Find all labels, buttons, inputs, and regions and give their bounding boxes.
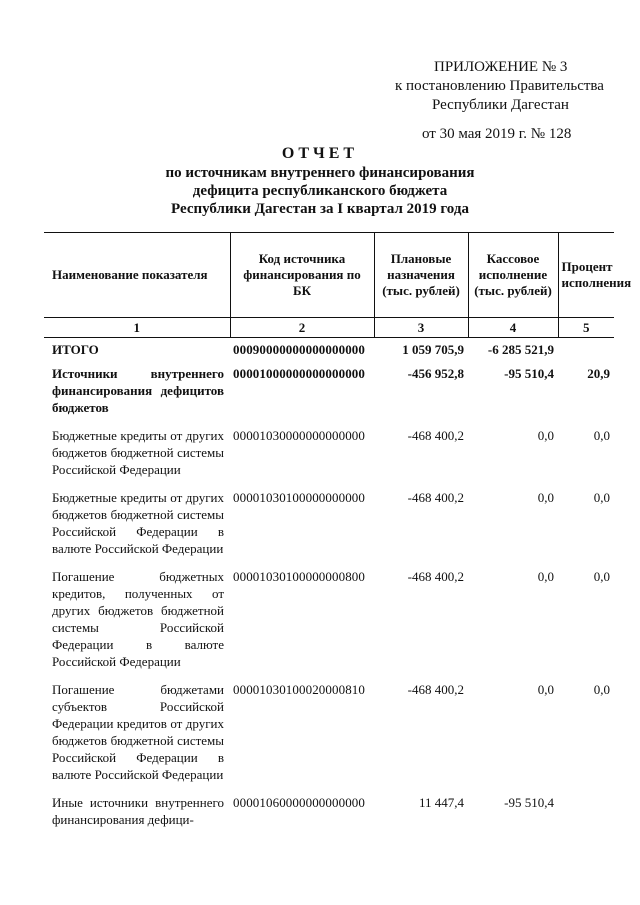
table-row — [44, 678, 614, 791]
appendix-number: ПРИЛОЖЕНИЕ № 3 — [434, 59, 568, 75]
table-row — [44, 791, 614, 836]
appendix-republic: Республики Дагестан — [432, 97, 569, 113]
row-name: Погашение бюджетами субъектов Российской Федерации кредитов от других бюджетов бюджетной системы Российской Федерации в валюте Российской Федерации — [52, 682, 224, 782]
row-percent — [558, 338, 614, 363]
row-percent: 0,0 — [593, 682, 610, 697]
appendix-block — [380, 58, 620, 144]
row-actual: 0,0 — [537, 569, 554, 584]
row-code: 00001030100000000000 — [233, 490, 365, 505]
table-row — [44, 338, 614, 363]
table-row — [44, 362, 614, 424]
row-actual: 0,0 — [537, 682, 554, 697]
row-name: Бюджетные кредиты от других бюджетов бюджетной системы Российской Федерации в валюте Российской Федерации — [52, 490, 224, 556]
row-actual: -6 285 521,9 — [487, 342, 554, 357]
row-plan: -456 952,8 — [407, 366, 464, 381]
row-plan: -468 400,2 — [407, 682, 464, 697]
column-number-row — [44, 318, 614, 338]
row-name: Погашение бюджетных кредитов, полученных от других бюджетов бюджетной системы Российской Федерации в валюте Российской Федерации — [52, 569, 224, 669]
row-name: ИТОГО — [52, 342, 99, 357]
table-header-row — [44, 233, 614, 318]
column-number: 2 — [230, 318, 374, 338]
row-actual: 0,0 — [537, 490, 554, 505]
row-code: 00001000000000000000 — [233, 366, 365, 381]
column-header-plan: Плановые назначения (тыс. рублей) — [374, 233, 468, 318]
report-subtitle-line-1: по источникам внутреннего финансирования — [165, 165, 475, 181]
column-header-percent: Процент исполнения — [558, 233, 614, 318]
row-actual: 0,0 — [537, 428, 554, 443]
appendix-date: от 30 мая 2019 г. № 128 — [422, 126, 572, 142]
report-subtitle-line-2: дефицита республиканского бюджета — [192, 183, 448, 199]
row-percent: 0,0 — [593, 428, 610, 443]
column-number: 3 — [374, 318, 468, 338]
table-row — [44, 424, 614, 486]
row-code: 00001060000000000000 — [233, 795, 365, 810]
row-plan: 11 447,4 — [418, 795, 464, 810]
table-row — [44, 486, 614, 565]
row-percent: 20,9 — [587, 366, 610, 381]
column-header-name: Наименование показателя — [44, 233, 230, 318]
column-number: 1 — [44, 318, 230, 338]
column-number: 4 — [468, 318, 558, 338]
row-name: Источники внутреннего финансирования дефицитов бюджетов — [52, 366, 224, 415]
row-percent: 0,0 — [593, 569, 610, 584]
report-heading: ОТЧЕТ — [281, 145, 359, 162]
row-name: Иные источники внутреннего финансирования дефици- — [52, 795, 224, 827]
column-header-actual: Кассовое исполнение (тыс. рублей) — [468, 233, 558, 318]
row-code: 00001030000000000000 — [233, 428, 365, 443]
row-percent — [558, 791, 614, 836]
row-plan: 1 059 705,9 — [402, 342, 464, 357]
row-code: 00001030100020000810 — [233, 682, 365, 697]
row-name: Бюджетные кредиты от других бюджетов бюджетной системы Российской Федерации — [52, 428, 224, 477]
row-actual: -95 510,4 — [504, 366, 554, 381]
column-header-code: Код источника финансирования по БК — [230, 233, 374, 318]
row-code: 00090000000000000000 — [233, 342, 365, 357]
row-plan: -468 400,2 — [407, 569, 464, 584]
row-plan: -468 400,2 — [407, 428, 464, 443]
report-subtitle-line-3: Республики Дагестан за I квартал 2019 года — [171, 201, 469, 217]
row-code: 00001030100000000800 — [233, 569, 365, 584]
column-number: 5 — [558, 318, 614, 338]
table-row — [44, 565, 614, 678]
row-percent: 0,0 — [593, 490, 610, 505]
report-table — [44, 232, 632, 836]
row-actual: -95 510,4 — [504, 795, 554, 810]
appendix-decree: к постановлению Правительства — [395, 78, 604, 94]
row-plan: -468 400,2 — [407, 490, 464, 505]
